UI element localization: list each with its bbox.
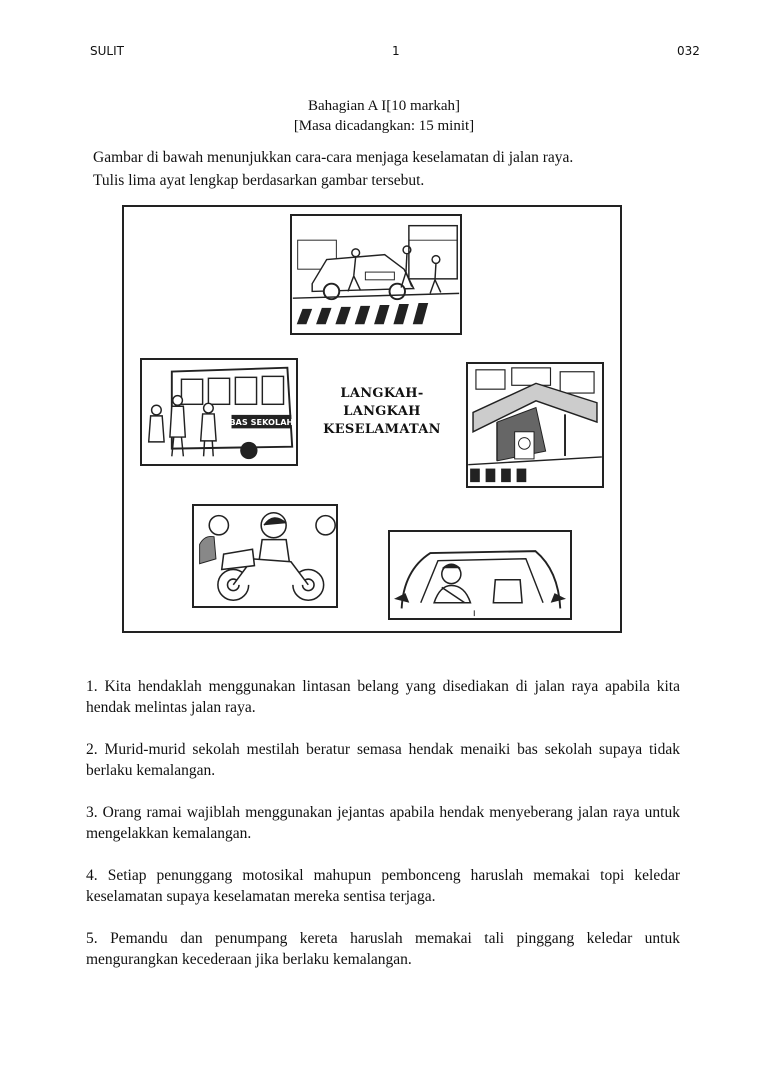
- pedestrian-bridge-scene: [466, 362, 604, 488]
- motorcycle-scene: [192, 504, 338, 608]
- header-left: SULIT: [90, 44, 124, 58]
- school-bus-drawing: [142, 360, 296, 464]
- zebra-crossing-drawing: [292, 216, 460, 333]
- answers-section: [86, 676, 680, 991]
- answer-4: 4. Setiap penunggang motosikal mahupun pembonceng haruslah memakai topi keledar keselamatan supaya keselamatan mereka sentisa terjaga.: [86, 867, 680, 905]
- section-title: Bahagian A I[10 markah]: [307, 98, 461, 114]
- answer-3: 3. Orang ramai wajiblah menggunakan jejantas apabila hendak menyeberang jalan raya untuk mengelakkan kemalangan.: [86, 804, 680, 842]
- zebra-crossing-scene: [290, 214, 462, 335]
- school-bus-scene: [140, 358, 298, 466]
- answer-5: 5. Pemandu dan penumpang kereta haruslah memakai tali pinggang keledar untuk mengurangkan kecederaan jika berlaku kemalangan.: [86, 930, 680, 968]
- instruction-line-2: Tulis lima ayat lengkap berdasarkan gambar tersebut.: [93, 172, 425, 189]
- section-heading: [0, 96, 768, 136]
- center-label-line-3: KESELAMATAN: [323, 422, 441, 437]
- paper-code: 032: [677, 44, 700, 58]
- car-seatbelt-scene: [388, 530, 572, 620]
- section-time: [Masa dicadangkan: 15 minit]: [293, 118, 475, 134]
- center-label-line-2: LANGKAH: [343, 404, 421, 419]
- center-label-line-1: LANGKAH-: [340, 386, 424, 401]
- center-label: [318, 385, 446, 439]
- page-number: 1: [392, 44, 400, 58]
- instruction-line-1: Gambar di bawah menunjukkan cara-cara menjaga keselamatan di jalan raya.: [93, 149, 574, 166]
- bus-sign: BAS SEKOLAH: [229, 417, 294, 427]
- pedestrian-bridge-drawing: [468, 364, 602, 486]
- car-seatbelt-drawing: [390, 532, 570, 618]
- answer-2: 2. Murid-murid sekolah mestilah beratur semasa hendak menaiki bas sekolah supaya tidak berlaku kemalangan.: [86, 741, 680, 779]
- motorcycle-drawing: [194, 506, 336, 606]
- answer-1: 1. Kita hendaklah menggunakan lintasan belang yang disediakan di jalan raya apabila kita hendak melintas jalan raya.: [86, 678, 680, 716]
- instructions: [93, 146, 713, 192]
